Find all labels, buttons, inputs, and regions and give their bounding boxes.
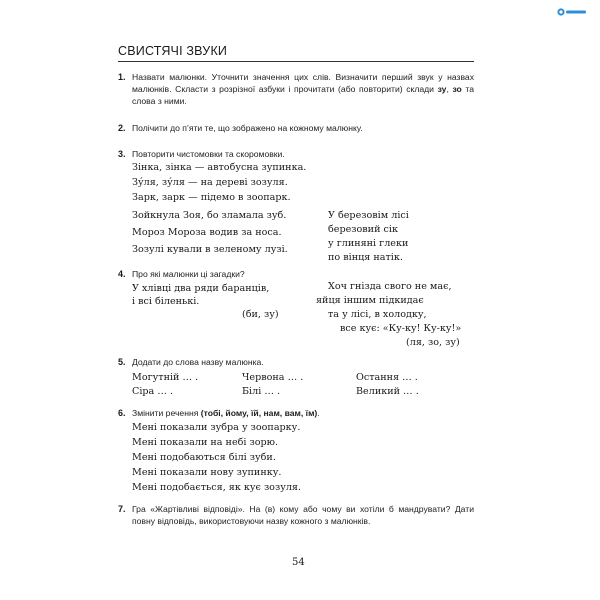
riddle-1-answer: (би, зу) bbox=[242, 309, 279, 320]
task-1-text: Назвати малюнки. Уточнити значення цих слів. Визначити перший звук у назвах малюнків. Скласти з розрізної азбуки і прочитати (або повторити) склади bbox=[132, 72, 474, 94]
phrase-item: Могутній … . bbox=[132, 372, 199, 383]
section-heading: СВИСТЯЧІ ЗВУКИ bbox=[118, 44, 474, 62]
riddle-2-line: Хоч гнізда свого не має, bbox=[328, 281, 452, 292]
task-3-number: 3. bbox=[118, 149, 126, 159]
tongue-twister-line: Зу́ля, зу́ля — на дереві зозуля. bbox=[132, 177, 288, 188]
verse-right-line: березовий сік bbox=[328, 224, 398, 235]
task-5-number: 5. bbox=[118, 357, 126, 367]
task-3-instruction: Повторити чистомовки та скоромовки. bbox=[132, 149, 285, 159]
sentence-line: Мені подобаються білі зуби. bbox=[132, 452, 276, 463]
pronoun-hint: (тобі, йому, їй, нам, вам, їм) bbox=[200, 408, 318, 418]
sentence-line: Мені подобається, як кує зозуля. bbox=[132, 482, 302, 493]
task-6-number: 6. bbox=[118, 408, 126, 418]
verse-left-line: Зойкнула Зоя, бо зламала зуб. bbox=[132, 210, 287, 221]
sentence-line: Мені показали зубра у зоопарку. bbox=[132, 422, 301, 433]
phrase-item: Великий … . bbox=[356, 386, 419, 397]
syllable-zo: зо bbox=[452, 84, 462, 94]
task-1-instruction bbox=[132, 71, 474, 107]
tongue-twister-line: Зінка, зінка — автобусна зупинка. bbox=[132, 162, 307, 173]
task-7-number: 7. bbox=[118, 504, 126, 514]
task-6-tail: . bbox=[317, 408, 320, 418]
task-7-instruction: Гра «Жартівливі відповіді». На (в) кому або чому ви хотіли б мандрувати? Дати повну відповідь, використовуючи назву кожного з малюнків. bbox=[132, 504, 474, 526]
riddle-2-line: все кує: «Ку-ку! Ку-ку!» bbox=[340, 323, 462, 334]
phrase-item: Червона … . bbox=[242, 372, 304, 383]
task-5-instruction: Додати до слова назву малюнка. bbox=[132, 357, 264, 367]
riddle-2-line: яйця іншим підкидає bbox=[316, 295, 424, 306]
verse-left-line: Зозулі кували в зеленому лузі. bbox=[132, 244, 288, 255]
task-2-instruction: Полічити до п’яти те, що зображено на кожному малюнку. bbox=[132, 123, 363, 133]
task-4-number: 4. bbox=[118, 269, 126, 279]
verse-left-line: Мороз Мороза водив за носа. bbox=[132, 227, 282, 238]
verse-right-line: по вінця натік. bbox=[328, 252, 403, 263]
tongue-twister-line: Зарк, зарк — підемо в зоопарк. bbox=[132, 192, 291, 203]
publisher-logo-icon bbox=[557, 6, 587, 18]
task-6-instruction bbox=[132, 407, 474, 419]
phrase-item: Білі … . bbox=[242, 386, 281, 397]
verse-right-line: У березовім лісі bbox=[328, 210, 409, 221]
sentence-line: Мені показали нову зупинку. bbox=[132, 467, 282, 478]
riddle-2-line: та у лісі, в холодку, bbox=[328, 309, 427, 320]
verse-right-line: у глиняні глеки bbox=[328, 238, 409, 249]
task-6-text: Змінити речення bbox=[132, 408, 201, 418]
phrase-item: Остання … . bbox=[356, 372, 418, 383]
task-1-number: 1. bbox=[118, 72, 126, 82]
sentence-line: Мені показали на небі зорю. bbox=[132, 437, 279, 448]
riddle-1-line: і всі біленькі. bbox=[132, 296, 200, 307]
task-1-text-end: та слова з ними. bbox=[132, 84, 474, 106]
task-4-instruction: Про які малюнки ці загадки? bbox=[132, 269, 245, 279]
riddle-1-line: У хлівці два ряди баранців, bbox=[132, 283, 270, 294]
syllable-separator: , bbox=[446, 84, 453, 94]
riddle-2-answer: (ля, зо, зу) bbox=[406, 337, 460, 348]
syllable-zu: зу bbox=[437, 84, 447, 94]
task-2-number: 2. bbox=[118, 123, 126, 133]
page-number: 54 bbox=[292, 557, 305, 568]
phrase-item: Сіра … . bbox=[132, 386, 174, 397]
